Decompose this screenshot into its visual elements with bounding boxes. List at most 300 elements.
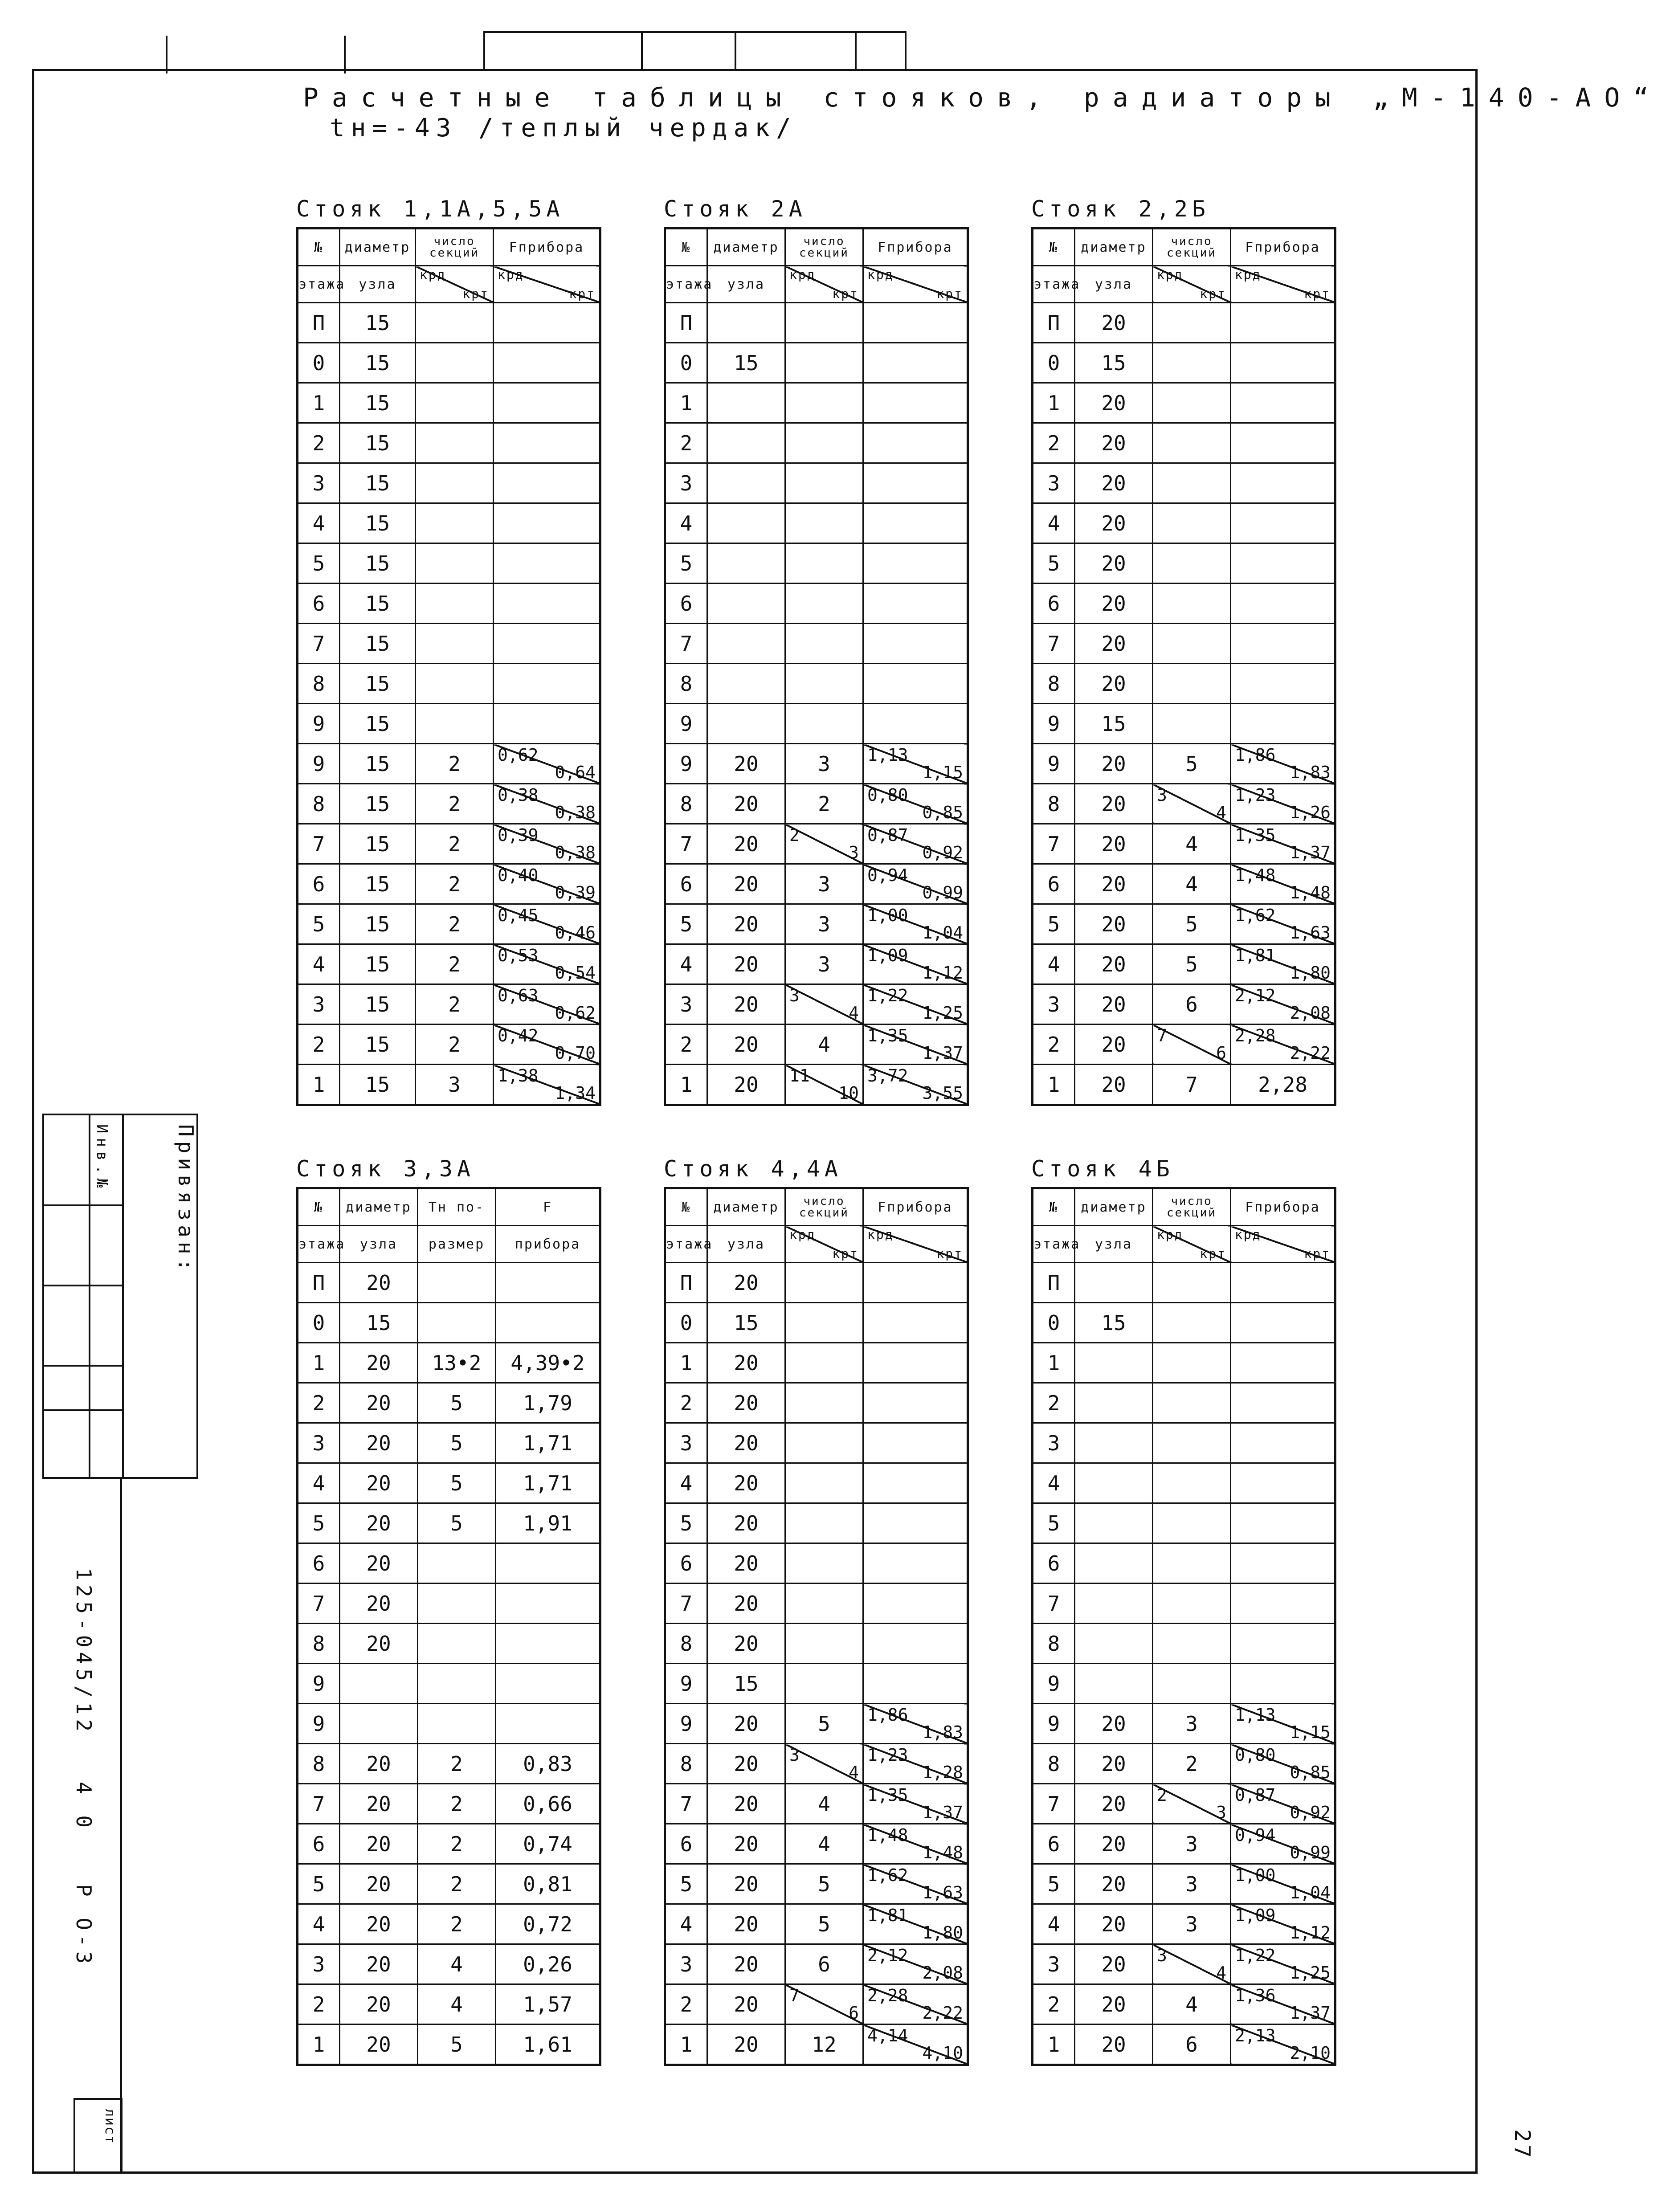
cell-floor: 7: [298, 824, 340, 864]
table-row: [298, 904, 600, 944]
cell-floor: 3: [298, 1944, 340, 1984]
cell-floor: 9: [298, 704, 340, 744]
table-row: [298, 1583, 600, 1624]
cell-sections: 4: [1153, 824, 1231, 864]
cell-sections: 4: [785, 1784, 863, 1824]
cell-f-device: [863, 824, 968, 864]
cell-f-device: [1231, 1904, 1335, 1944]
cell-floor: 2: [665, 1383, 707, 1423]
cell-diameter: 15: [1075, 343, 1153, 383]
cell-diameter: 20: [1075, 824, 1153, 864]
table-row: [298, 423, 600, 463]
f-krt: 0,39: [555, 883, 596, 902]
col-header-floor: №: [298, 1188, 340, 1226]
riser-name: Стояк 1,1А,5,5А: [296, 196, 564, 222]
col-header-krd-krt: [1231, 266, 1335, 303]
cell-f-device: [863, 984, 968, 1024]
cell-f: [496, 1543, 600, 1583]
cell-f-device: [494, 864, 600, 904]
cell-sections: [1153, 423, 1231, 463]
table-row: [665, 904, 968, 944]
cell-floor: 7: [1033, 1583, 1075, 1624]
f-krd: 1,22: [1235, 1946, 1276, 1965]
cell-diameter: 20: [1075, 1864, 1153, 1904]
cell-f-device: [1231, 343, 1335, 383]
cell-diameter: 20: [340, 1383, 418, 1423]
cell-sections: [1153, 543, 1231, 584]
f-krt: 2,22: [922, 2003, 963, 2023]
cell-f: [496, 1583, 600, 1624]
cell-floor: 2: [1033, 1024, 1075, 1065]
cell-diameter: 20: [707, 1984, 785, 2024]
cell-f-device: [863, 383, 968, 423]
cell-sections: 3: [1153, 1824, 1231, 1864]
cell-diameter: 20: [1075, 1704, 1153, 1744]
cell-f-device: [863, 1423, 968, 1463]
cell-diameter: 20: [707, 1944, 785, 1984]
cell-f-device: [863, 1503, 968, 1543]
cell-f-device: [1231, 984, 1335, 1024]
cell-diameter: 20: [707, 1065, 785, 1105]
table-row: [1033, 1784, 1335, 1824]
cell-diameter: 20: [707, 1423, 785, 1463]
cell-sections: [1153, 1024, 1231, 1065]
cell-f-device: [1231, 1583, 1335, 1624]
cell-diameter: 20: [1075, 1984, 1153, 2024]
f-krt: 3,55: [922, 1083, 963, 1103]
cell-f-device: [863, 1024, 968, 1065]
table-row: [665, 463, 968, 503]
krd-label: крд: [867, 267, 894, 282]
cell-diameter: 15: [340, 1065, 416, 1105]
table-row: [665, 784, 968, 824]
table-row: [1033, 543, 1335, 584]
cell-sections: [1153, 383, 1231, 423]
f-krt: 0,85: [922, 803, 963, 822]
cell-diameter: 20: [1075, 904, 1153, 944]
cell-sections: [1153, 664, 1231, 704]
f-krt: 1,15: [1290, 1722, 1331, 1742]
col-header-f-device: Fприбора: [863, 1188, 968, 1226]
cell-tn-size: 13•2: [418, 1343, 496, 1383]
cell-floor: 6: [1033, 1543, 1075, 1583]
cell-floor: 9: [298, 1664, 340, 1704]
col-header-diameter: узла: [340, 1226, 418, 1263]
cell-f-device: [1231, 1024, 1335, 1065]
cell-sections: 3: [1153, 1904, 1231, 1944]
cell-f-device: [494, 1065, 600, 1105]
cell-floor: 4: [298, 944, 340, 984]
cell-f-device: [863, 944, 968, 984]
col-header-f-device: Fприбора: [863, 229, 968, 266]
f-krt: 1,63: [922, 1883, 963, 1902]
cell-f-device: [494, 664, 600, 704]
cell-floor: 7: [1033, 1784, 1075, 1824]
cell-diameter: 15: [340, 864, 416, 904]
f-krd: 3,72: [867, 1066, 908, 1086]
cell-f-device: 2,28: [1231, 1065, 1335, 1105]
col-header-sections-label: число: [433, 235, 475, 248]
col-header-sections: [1153, 229, 1231, 266]
table-row: [298, 864, 600, 904]
f-krt: 1,37: [922, 1803, 963, 1822]
cell-diameter: 20: [707, 1383, 785, 1423]
table-row: [298, 503, 600, 543]
f-krd: 1,48: [867, 1825, 908, 1845]
cell-sections: 4: [1153, 1984, 1231, 2024]
krt-label: крт: [936, 1246, 963, 1261]
cell-floor: 9: [298, 744, 340, 784]
cell-floor: 3: [298, 984, 340, 1024]
cell-diameter: [340, 1664, 418, 1704]
col-header-diameter: узла: [1075, 266, 1153, 303]
sections-krt: 6: [1216, 1043, 1226, 1063]
cell-sections: [785, 984, 863, 1024]
sections-krt: 4: [1216, 1963, 1226, 1983]
cell-tn-size: 5: [418, 1503, 496, 1543]
table-row: [298, 463, 600, 503]
cell-diameter: 20: [1075, 543, 1153, 584]
cell-sections: 2: [416, 824, 494, 864]
f-krd: 0,42: [498, 1026, 539, 1045]
cell-floor: П: [298, 1263, 340, 1303]
cell-floor: 1: [298, 1065, 340, 1105]
cell-f-device: [494, 824, 600, 864]
cell-sections: [785, 423, 863, 463]
cell-sections: [416, 503, 494, 543]
cell-floor: 7: [298, 1583, 340, 1624]
f-krd: 0,87: [867, 825, 908, 845]
cell-sections: [416, 423, 494, 463]
cell-sections: [1153, 1303, 1231, 1343]
col-header-sections-label: число: [803, 235, 845, 248]
f-krd: 1,22: [867, 986, 908, 1005]
f-krt: 1,37: [922, 1043, 963, 1063]
cell-sections: 2: [1153, 1744, 1231, 1784]
table-header-row: [1033, 229, 1335, 266]
cell-sections: 6: [1153, 2024, 1231, 2065]
cell-floor: 0: [298, 343, 340, 383]
table-header-row: [665, 266, 968, 303]
f-krd: 2,28: [1235, 1026, 1276, 1045]
cell-sections: [1153, 784, 1231, 824]
cell-f-device: [1231, 904, 1335, 944]
cell-floor: 4: [665, 944, 707, 984]
f-krt: 2,08: [1290, 1003, 1331, 1023]
riser-table: [664, 1187, 969, 2066]
cell-floor: 1: [1033, 1065, 1075, 1105]
cell-sections: [785, 1503, 863, 1543]
col-header-sections-label: число: [1171, 235, 1213, 248]
cell-floor: 8: [298, 664, 340, 704]
f-krt: 0,38: [555, 803, 596, 822]
cell-f-device: [1231, 824, 1335, 864]
cell-f-device: [863, 1463, 968, 1503]
table-row: [1033, 704, 1335, 744]
col-header-sections-label: секций: [1167, 246, 1217, 260]
doc-sheet: 4 0: [72, 1782, 96, 1832]
cell-floor: 5: [298, 1503, 340, 1543]
table-row: [1033, 303, 1335, 343]
cell-diameter: 20: [340, 1824, 418, 1864]
cell-sections: 12: [785, 2024, 863, 2065]
riser-name: Стояк 2,2Б: [1031, 196, 1210, 222]
table-row: [665, 1784, 968, 1824]
cell-diameter: 20: [707, 1784, 785, 1824]
list-label: лист: [102, 2109, 118, 2145]
cell-f-device: [494, 784, 600, 824]
cell-floor: 6: [665, 1543, 707, 1583]
cell-diameter: 20: [707, 1704, 785, 1744]
cell-floor: 2: [1033, 1383, 1075, 1423]
table-row: [298, 584, 600, 624]
cell-diameter: 15: [340, 423, 416, 463]
cell-f-device: [863, 1263, 968, 1303]
cell-sections: 3: [1153, 1704, 1231, 1744]
table-row: [1033, 1065, 1335, 1105]
cell-sections: 5: [1153, 744, 1231, 784]
f-krd: 1,35: [867, 1026, 908, 1045]
cell-f-device: [863, 664, 968, 704]
cell-floor: 1: [1033, 383, 1075, 423]
cell-floor: 5: [1033, 1503, 1075, 1543]
table-row: [1033, 1303, 1335, 1343]
cell-diameter: 20: [1075, 624, 1153, 664]
cell-diameter: 20: [1075, 1024, 1153, 1065]
cell-diameter: 20: [340, 1503, 418, 1543]
cell-floor: 7: [298, 624, 340, 664]
cell-floor: 5: [1033, 543, 1075, 584]
cell-sections: [1153, 624, 1231, 664]
cell-diameter: [707, 423, 785, 463]
f-krt: 0,99: [922, 883, 963, 902]
cell-f-device: [1231, 1704, 1335, 1744]
cell-diameter: 20: [1075, 1065, 1153, 1105]
cell-sections: [1153, 1624, 1231, 1664]
col-header-sections: [1153, 1188, 1231, 1226]
cell-diameter: 15: [340, 624, 416, 664]
cell-f-device: [863, 1744, 968, 1784]
cell-diameter: [707, 624, 785, 664]
cell-diameter: 15: [340, 744, 416, 784]
table-row: [1033, 944, 1335, 984]
cell-floor: 6: [298, 1824, 340, 1864]
f-krd: 0,80: [867, 785, 908, 805]
cell-floor: 8: [1033, 784, 1075, 824]
cell-sections: 7: [1153, 1065, 1231, 1105]
table-row: [1033, 744, 1335, 784]
cell-floor: 6: [298, 864, 340, 904]
table-row: [298, 1784, 600, 1824]
f-krd: 1,35: [1235, 825, 1276, 845]
cell-floor: 5: [665, 543, 707, 584]
cell-f-device: [863, 2024, 968, 2065]
sections-krd: 3: [789, 1745, 800, 1765]
f-krd: 1,13: [1235, 1705, 1276, 1725]
cell-floor: 3: [665, 463, 707, 503]
cell-diameter: 20: [707, 744, 785, 784]
col-header-floor: этажа: [1033, 1226, 1075, 1263]
col-header-diameter: диаметр: [1075, 1188, 1153, 1226]
cell-sections: [785, 1423, 863, 1463]
cell-f-device: [863, 1864, 968, 1904]
cell-f-device: [1231, 1383, 1335, 1423]
cell-f-device: [1231, 303, 1335, 343]
col-header-floor: №: [665, 229, 707, 266]
cell-f-device: [1231, 2024, 1335, 2065]
table-row: [665, 543, 968, 584]
krd-label: крд: [867, 1227, 894, 1242]
table-row: [298, 1383, 600, 1423]
col-header-krd-krt: [863, 1226, 968, 1263]
cell-f: 1,61: [496, 2024, 600, 2065]
table-row: [1033, 1704, 1335, 1744]
cell-diameter: 20: [1075, 664, 1153, 704]
f-krt: 1,25: [922, 1003, 963, 1023]
page-number: 27: [1510, 2129, 1535, 2160]
table-row: [1033, 904, 1335, 944]
krd-label: крд: [1235, 267, 1262, 282]
col-header-floor: этажа: [665, 266, 707, 303]
cell-f: 0,72: [496, 1904, 600, 1944]
cell-f-device: [863, 1303, 968, 1343]
f-krt: 2,22: [1290, 1043, 1331, 1063]
f-krd: 1,38: [498, 1066, 539, 1086]
cell-tn-size: 2: [418, 1864, 496, 1904]
f-krd: 2,12: [867, 1946, 908, 1965]
f-krd: 1,62: [1235, 906, 1276, 925]
cell-sections: [1153, 1383, 1231, 1423]
cell-tn-size: 5: [418, 1463, 496, 1503]
cell-floor: 8: [1033, 1744, 1075, 1784]
cell-sections: [785, 584, 863, 624]
cell-floor: 3: [1033, 984, 1075, 1024]
cell-floor: 8: [298, 1744, 340, 1784]
table-row: [1033, 864, 1335, 904]
krt-label: крт: [462, 286, 489, 301]
cell-floor: 0: [298, 1303, 340, 1343]
cell-floor: 0: [665, 1303, 707, 1343]
cell-sections: [416, 624, 494, 664]
cell-diameter: 20: [340, 1423, 418, 1463]
cell-f-device: [1231, 383, 1335, 423]
table-row: [665, 1824, 968, 1864]
table-row: [665, 1583, 968, 1624]
cell-f-device: [1231, 744, 1335, 784]
cell-f-device: [494, 303, 600, 343]
cell-sections: [785, 1303, 863, 1343]
cell-f-device: [863, 423, 968, 463]
cell-sections: 2: [416, 904, 494, 944]
cell-floor: 5: [665, 1503, 707, 1543]
cell-diameter: [1075, 1624, 1153, 1664]
table-row: [1033, 664, 1335, 704]
cell-diameter: 20: [1075, 1944, 1153, 1984]
f-krd: 1,62: [867, 1865, 908, 1885]
table-row: [298, 784, 600, 824]
side-stamp: [42, 1114, 198, 1479]
f-krt: 0,64: [555, 763, 596, 782]
cell-sections: [785, 1343, 863, 1383]
col-header-krd-krt: [785, 266, 863, 303]
f-krd: 0,80: [1235, 1745, 1276, 1765]
cell-sections: [785, 1383, 863, 1423]
cell-diameter: 20: [340, 1944, 418, 1984]
cell-diameter: 20: [340, 1624, 418, 1664]
cell-sections: [1153, 1784, 1231, 1824]
col-header-floor: этажа: [1033, 266, 1075, 303]
table-row: [665, 1383, 968, 1423]
cell-floor: П: [665, 303, 707, 343]
cell-floor: 2: [1033, 423, 1075, 463]
riser-table-block: [296, 1156, 601, 2066]
table-row: [298, 984, 600, 1024]
cell-floor: 6: [665, 864, 707, 904]
cell-diameter: 15: [340, 1024, 416, 1065]
col-header-diameter: узла: [707, 266, 785, 303]
cell-floor: 6: [665, 1824, 707, 1864]
col-header-tn: размер: [418, 1226, 496, 1263]
cell-floor: 9: [298, 1704, 340, 1744]
cell-diameter: [1075, 1263, 1153, 1303]
cell-tn-size: 5: [418, 1383, 496, 1423]
cell-floor: 5: [298, 543, 340, 584]
cell-floor: 9: [665, 744, 707, 784]
sections-krt: 10: [838, 1083, 859, 1103]
cell-diameter: 15: [707, 1664, 785, 1704]
cell-floor: 2: [298, 1024, 340, 1065]
col-header-diameter: диаметр: [707, 1188, 785, 1226]
table-row: [1033, 423, 1335, 463]
cell-diameter: 20: [340, 1744, 418, 1784]
cell-diameter: 20: [1075, 1904, 1153, 1944]
cell-f-device: [863, 624, 968, 664]
cell-floor: 9: [665, 1704, 707, 1744]
cell-diameter: 20: [707, 864, 785, 904]
cell-diameter: 15: [340, 824, 416, 864]
cell-floor: 4: [1033, 944, 1075, 984]
col-header-floor: этажа: [298, 266, 340, 303]
cell-sections: 5: [785, 1904, 863, 1944]
table-row: [298, 1503, 600, 1543]
table-row: [1033, 1383, 1335, 1423]
riser-table: [296, 1187, 601, 2066]
f-krt: 1,12: [1290, 1923, 1331, 1943]
cell-f-device: [863, 744, 968, 784]
top-tick: [344, 36, 346, 73]
page-subtitle: tн=-43 /теплый чердак/: [330, 114, 797, 143]
col-header-krd-krt: [1153, 1226, 1231, 1263]
cell-f-device: [1231, 864, 1335, 904]
cell-floor: 8: [665, 1744, 707, 1784]
cell-sections: [1153, 1423, 1231, 1463]
f-krd: 1,00: [1235, 1865, 1276, 1885]
f-krd: 0,62: [498, 745, 539, 765]
cell-diameter: [340, 1704, 418, 1744]
cell-f: [496, 1704, 600, 1744]
table-row: [1033, 343, 1335, 383]
cell-diameter: [1075, 1463, 1153, 1503]
col-header-krd-krt: [785, 1226, 863, 1263]
col-header-floor: этажа: [298, 1226, 340, 1263]
cell-f-device: [863, 1664, 968, 1704]
cell-sections: [1153, 303, 1231, 343]
riser-table: [1031, 227, 1336, 1106]
f-krd: 1,00: [867, 906, 908, 925]
cell-sections: [416, 383, 494, 423]
f-krd: 1,48: [1235, 865, 1276, 885]
cell-sections: 3: [785, 904, 863, 944]
